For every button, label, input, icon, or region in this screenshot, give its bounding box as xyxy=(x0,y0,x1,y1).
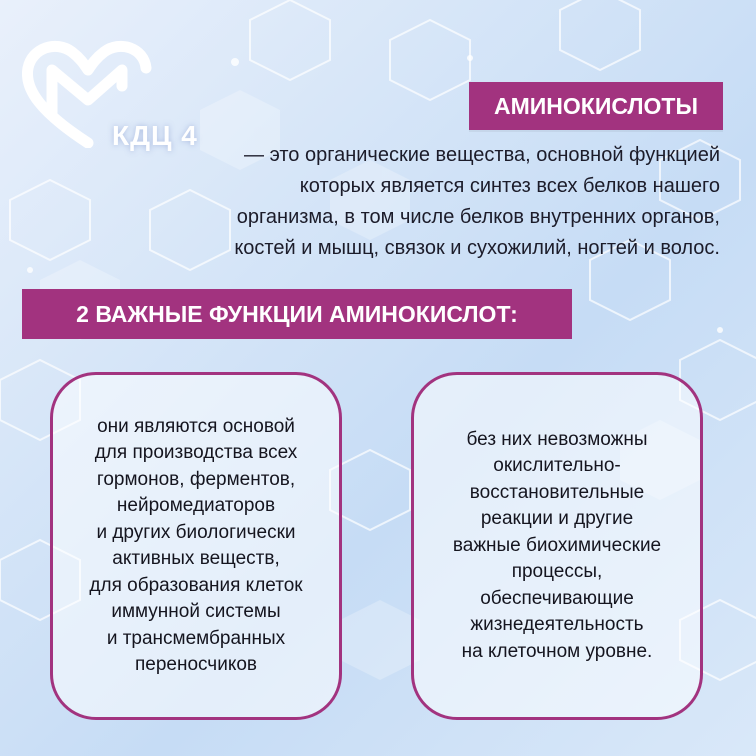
definition-line: которых является синтез всех белков нашего xyxy=(299,175,720,197)
page-title: АМИНОКИСЛОТЫ xyxy=(469,82,723,130)
definition-text xyxy=(120,140,720,264)
card-line: обеспечивающие xyxy=(480,587,634,609)
definition-line: — это органические вещества, основной функцией xyxy=(244,144,720,166)
card-line: без них невозможны xyxy=(466,428,648,450)
card-line: гормонов, ферментов, xyxy=(96,468,296,490)
functions-heading: 2 ВАЖНЫЕ ФУНКЦИИ АМИНОКИСЛОТ: xyxy=(22,289,572,339)
card-line: активных веществ, xyxy=(112,548,280,569)
definition-line: организма, в том числе белков внутренних органов, xyxy=(236,206,720,228)
card-line: переносчиков xyxy=(134,654,258,675)
card-line: процессы, xyxy=(511,561,603,583)
logo xyxy=(22,38,202,151)
card-line: нейромедиаторов xyxy=(116,495,276,516)
function-card-left xyxy=(50,372,342,720)
card-line: реакции и другие xyxy=(480,508,634,530)
card-line: важные биохимические xyxy=(452,534,662,556)
card-line: иммунной системы xyxy=(111,601,281,622)
logo-text: КДЦ 4 xyxy=(112,120,198,151)
function-card-right xyxy=(411,372,703,720)
card-line: окислительно- xyxy=(493,455,621,477)
card-line: они являются основой xyxy=(97,415,295,437)
card-line: для образования клеток xyxy=(89,574,303,596)
card-line: на клеточном уровне. xyxy=(461,640,653,662)
card-line: жизнедеятельность xyxy=(470,614,644,636)
card-line: восстановительные xyxy=(469,481,645,503)
card-line: и трансмембранных xyxy=(106,627,286,649)
card-line: и других биологически xyxy=(96,521,296,543)
card-line: для производства всех xyxy=(94,442,298,463)
definition-line: костей и мышц, связок и сухожилий, ногтей и волос. xyxy=(234,237,720,259)
